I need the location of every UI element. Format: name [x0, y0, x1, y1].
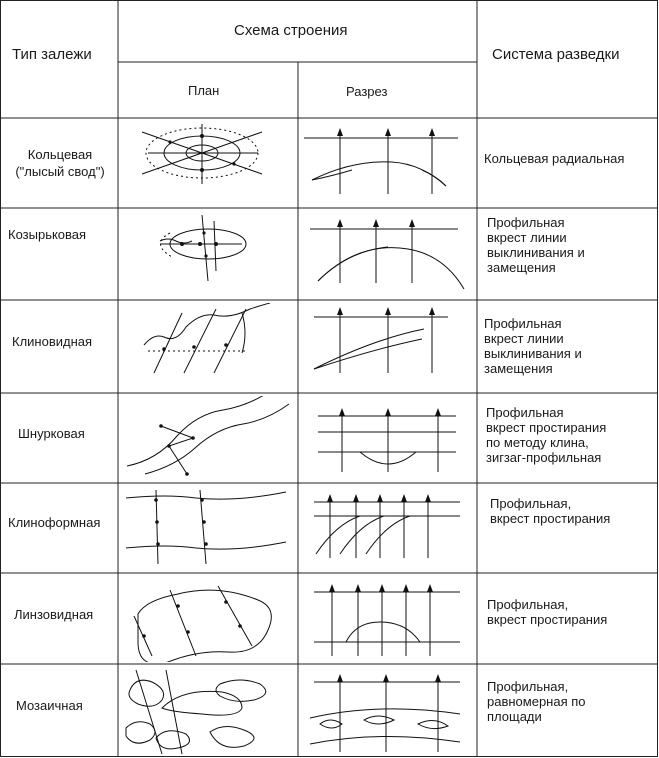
- plan-shoestring-sketch: [125, 396, 290, 480]
- section-mosaic-sketch: [300, 666, 476, 756]
- row-3-system: Профильная вкрест линии выклинивания и замещения: [484, 316, 582, 376]
- row-6-type: Линзовидная: [14, 607, 94, 622]
- header-scheme: Схема строения: [234, 22, 348, 39]
- plan-visor-sketch: [130, 211, 290, 297]
- row-2-type: Козырьковая: [8, 227, 87, 242]
- plan-wedge-sketch: [130, 303, 290, 389]
- row-5-system: Профильная, вкрест простирания: [490, 496, 611, 526]
- plan-clinoform-sketch: [122, 486, 292, 570]
- row-7-system: Профильная, равномерная по площади: [487, 679, 586, 724]
- row-4-type: Шнурковая: [18, 426, 85, 441]
- plan-ring-sketch: [130, 120, 290, 204]
- header-system: Система разведки: [492, 46, 620, 63]
- row-7-type: Мозаичная: [16, 698, 83, 713]
- row-3-type: Клиновидная: [12, 334, 93, 349]
- header-plan: План: [188, 83, 220, 98]
- section-visor-sketch: [300, 211, 476, 297]
- row-4-system: Профильная вкрест простирания по методу клина, зигзаг-профильная: [486, 405, 607, 465]
- row-2-system: Профильная вкрест линии выклинивания и замещения: [487, 215, 585, 275]
- header-section: Разрез: [346, 84, 388, 99]
- section-lens-sketch: [300, 576, 476, 662]
- plan-mosaic-sketch: [122, 666, 294, 756]
- row-6-system: Профильная, вкрест простирания: [487, 597, 608, 627]
- section-wedge-sketch: [300, 303, 476, 389]
- row-1-system: Кольцевая радиальная: [484, 151, 625, 166]
- row-5-type: Клиноформная: [8, 515, 101, 530]
- section-ring-sketch: [300, 120, 476, 206]
- section-clinoform-sketch: [300, 486, 476, 570]
- plan-lens-sketch: [128, 576, 293, 662]
- row-1-type: Кольцевая ("лысый свод"): [15, 147, 105, 179]
- header-type: Тип залежи: [12, 46, 92, 63]
- section-shoestring-sketch: [300, 396, 476, 480]
